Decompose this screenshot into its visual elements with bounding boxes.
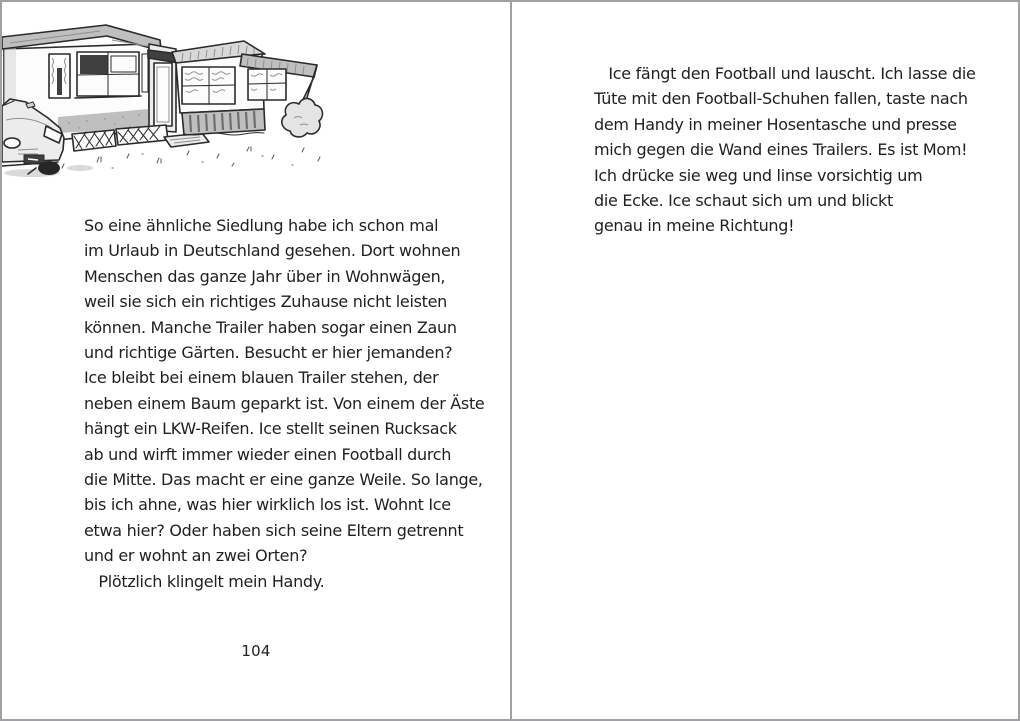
text-line: hängt ein LKW-Reifen. Ice stellt seinen Rucksack xyxy=(84,419,457,439)
text-line: und er wohnt an zwei Orten? xyxy=(84,546,308,566)
text-line: Tüte mit den Football-Schuhen fallen, taste nach xyxy=(594,89,968,109)
left-page-text xyxy=(84,213,484,594)
text-line: Plötzlich klingelt mein Handy. xyxy=(84,571,325,591)
trailer-park-illustration xyxy=(2,10,334,178)
text-line: dem Handy in meiner Hosentasche und presse xyxy=(594,114,957,134)
text-line: So eine ähnliche Siedlung habe ich schon mal xyxy=(84,216,439,235)
text-line: die Mitte. Das macht er eine ganze Weile. So lange, xyxy=(84,470,483,490)
text-line: genau in meine Richtung! xyxy=(594,216,795,236)
text-line: mich gegen die Wand eines Trailers. Es ist Mom! xyxy=(594,140,968,160)
text-line: bis ich ahne, was hier wirklich los ist. Wohnt Ice xyxy=(84,495,451,515)
text-line: weil sie sich ein richtiges Zuhause nicht leisten xyxy=(84,292,448,312)
right-page-text xyxy=(594,61,976,239)
text-line: etwa hier? Oder haben sich seine Eltern getrennt xyxy=(84,520,464,540)
right-page xyxy=(512,2,1018,719)
left-page xyxy=(2,2,510,719)
grass-marks xyxy=(62,147,320,168)
text-line: Ich drücke sie weg und linse vorsichtig um xyxy=(594,165,923,185)
text-line: Ice fängt den Football und lauscht. Ich lasse die xyxy=(594,64,976,83)
text-line: Ice bleibt bei einem blauen Trailer stehen, der xyxy=(84,368,439,388)
text-line: neben einem Baum geparkt ist. Von einem der Äste xyxy=(84,393,485,413)
text-line: können. Manche Trailer haben sogar einen Zaun xyxy=(84,317,457,337)
text-line: im Urlaub in Deutschland gesehen. Dort wohnen xyxy=(84,241,461,261)
text-line: ab und wirft immer wieder einen Football durch xyxy=(84,444,452,464)
page-number: 104 xyxy=(241,642,271,660)
text-line: und richtige Gärten. Besucht er hier jemanden? xyxy=(84,343,453,363)
text-line: Menschen das ganze Jahr über in Wohnwägen, xyxy=(84,266,446,286)
bush xyxy=(282,98,323,136)
text-line: die Ecke. Ice schaut sich um und blickt xyxy=(594,191,893,211)
